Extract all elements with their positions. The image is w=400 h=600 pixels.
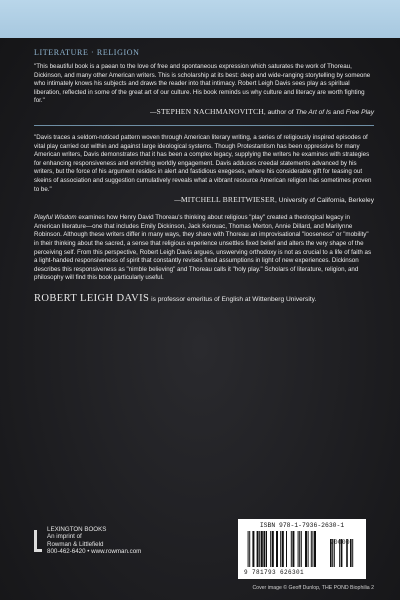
- barcode-bar: [292, 531, 294, 567]
- endorsement-1-affil: , author of: [263, 108, 296, 116]
- barcode-bar: [299, 531, 300, 567]
- cover-image-credit: Cover image © Geoff Dunlop, THE POND Biophilia 2: [252, 585, 374, 591]
- barcode-bar: [276, 531, 278, 567]
- barcode-bar: [305, 531, 307, 567]
- barcode-bar: [261, 531, 263, 567]
- barcode-bar: [266, 531, 267, 567]
- book-description: [34, 214, 374, 283]
- price-code: 90000: [330, 539, 351, 546]
- barcode-bar: [270, 531, 271, 567]
- barcode-bar: [257, 531, 259, 567]
- endorsement-2-dash: —: [174, 197, 181, 205]
- isbn-text: ISBN 978-1-7936-2630-1: [259, 522, 345, 529]
- book-title: Playful Wisdom: [34, 214, 77, 222]
- endorsement-1-name: STEPHEN NACHMANOVITCH: [156, 106, 264, 116]
- barcode-bar: [312, 531, 313, 567]
- barcode-bar: [286, 531, 287, 567]
- barcode-bar: [291, 531, 292, 567]
- endorsement-2-name: MITCHELL BREITWIESER: [180, 195, 276, 205]
- barcode-bar: [249, 531, 250, 567]
- endorsement-1-attribution: [34, 107, 374, 116]
- barcode-addon-bar: [350, 539, 352, 567]
- endorsement-2: [34, 134, 374, 204]
- category-label: LITERATURE · RELIGION: [34, 48, 140, 57]
- barcode-bar: [282, 531, 284, 567]
- barcode-digits: [244, 539, 351, 576]
- back-cover-content: [34, 38, 374, 304]
- publisher-contact: 800-462-6420 • www.rowman.com: [47, 548, 142, 556]
- barcode-bar: [248, 531, 249, 567]
- barcode-bar: [263, 531, 265, 567]
- publisher-logo-icon: [34, 530, 42, 552]
- barcode-bar: [259, 531, 260, 567]
- barcode-addon-bar: [352, 539, 353, 567]
- publisher-imprint: An imprint of: [47, 533, 82, 541]
- author-bio: [34, 292, 374, 305]
- isbn-barcode: [238, 519, 366, 579]
- barcode-bar: [314, 531, 316, 567]
- top-color-band: [0, 0, 400, 38]
- barcode-number: 9 781793 626301: [244, 569, 305, 576]
- endorsement-2-affil: , University of California, Berkeley: [275, 197, 374, 205]
- endorsement-1-dash: —: [149, 108, 157, 116]
- author-bio-text: is professor emeritus of English at Wittenberg University.: [149, 295, 317, 303]
- publisher-parent: Rowman & Littlefield: [47, 540, 104, 548]
- publisher-name: LEXINGTON BOOKS: [47, 526, 107, 533]
- barcode-bar: [298, 531, 299, 567]
- endorsement-1-book2: Free Play: [345, 108, 374, 116]
- barcode-bar: [308, 531, 309, 567]
- barcode-bar: [272, 531, 274, 567]
- endorsement-1-book1: The Art of Is: [295, 108, 332, 116]
- endorsement-2-text: "Davis traces a seldom-noticed pattern woven through American literary writing, a series of religiously inspired episodes of vital play carried out within and against large ideological systems. Though Protestantism has been oppressive for many American writers, Davis demonstrates that it has been a complex legacy, supplying the writers he examines with strategies for enhancing responsiveness and enriching worldly engagement. Davis adduces creedal statements advanced by his writers, but the force of his argument resides in alert and fastidious exegeses, where his considerable gift for teasing out skeins of association and suggestion cumulatively reveals what a vibrant resource American religion has sometimes proven to be.": [34, 133, 372, 193]
- divider: [34, 125, 374, 126]
- barcode-bar: [301, 531, 302, 567]
- publisher-text: [47, 526, 141, 556]
- endorsement-1-and: and: [331, 108, 346, 116]
- barcode-bar: [311, 531, 312, 567]
- endorsement-1: [34, 63, 374, 116]
- endorsement-1-text: "This beautiful book is a paean to the love of free and spontaneous expression which saturates the work of Thoreau, Dickinson, and many other American writers. This is scholarship at its best: deep and wide-ranging storytelling by someone who intimately knows his subjects and draws the reader into that intimacy. Robert Leigh Davis sees play as spiritual liberation, reflected in some of the great art of our culture. His book reminds us why culture and literacy are worth fighting for.": [34, 63, 371, 105]
- publisher-block: [34, 526, 184, 570]
- barcode-bars-icon: [244, 531, 360, 569]
- barcode-bar: [280, 531, 281, 567]
- author-name: ROBERT LEIGH DAVIS: [34, 292, 150, 304]
- barcode-bar: [252, 531, 254, 567]
- endorsement-2-attribution: [34, 195, 374, 204]
- description-body: examines how Henry David Thoreau's thinking about religious "play" created a theological legacy in American literature—one that includes Emily Dickinson, Jack Kerouac, Thomas Merton, Annie Dillard, and Marilynne Robinson. Although these writers differ in many ways, they share with Thoreau an improvisational "looseness" or "mobility" in their thinking about the sacred, a sense that religious experience unsettles fixed belief and alters the very shape of the perceiving self. From this perspective, Robert Leigh Davis argues, unswerving orthodoxy is not as crucial to a life of faith as a light-handed responsiveness of spirit that constantly revises fixed assumptions in light of new experiences. Dickinson describes this responsiveness as "nimble believing" and Thoreau calls it "holy play." Scholars of literature, religion, and philosophy will find this book particularly useful.: [34, 214, 372, 282]
